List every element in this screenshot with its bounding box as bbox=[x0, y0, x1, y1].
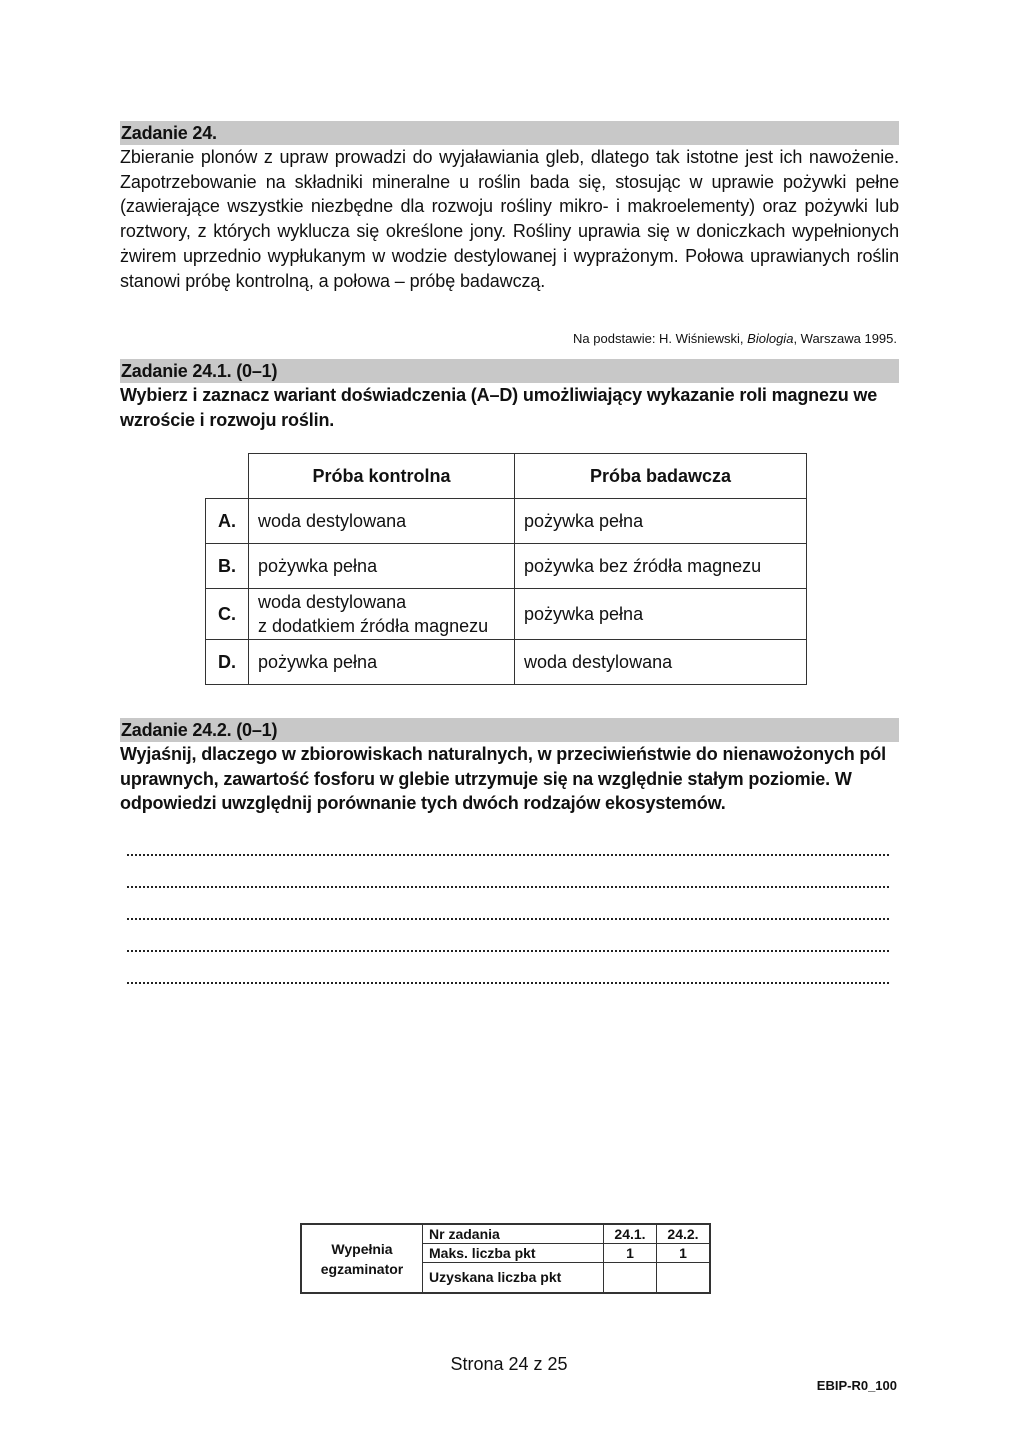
examiner-scoring-table bbox=[301, 1224, 710, 1293]
task-number-24-2: 24.2. bbox=[657, 1225, 710, 1244]
examiner-label-line2: egzaminator bbox=[320, 1260, 404, 1277]
source-suffix: , Warszawa 1995. bbox=[793, 331, 897, 346]
max-points-label: Maks. liczba pkt bbox=[423, 1244, 604, 1263]
document-code: EBIP-R0_100 bbox=[816, 1378, 897, 1393]
examiner-label-line1: Wypełnia bbox=[331, 1240, 393, 1257]
max-points-24-2: 1 bbox=[657, 1244, 710, 1263]
task-24-intro-text: Zbieranie plonów z upraw prowadzi do wyjaławiania gleb, dlatego tak istotne jest ich nawożenie. Zapotrzebowanie na składniki mineralne u roślin bada się, stosując w uprawie pożywki pełne (zawierające wszystkie niezbędne dla rozwoju rośliny mikro- i makroelementy) oraz pożywki lub roztwory, z których wyklucza się określone jony. Rośliny uprawia się w doniczkach wypełnionych żwirem uprzednio wypłukanym w wodzie destylowanej i wyprażonym. Połowa uprawianych roślin stanowi próbę kontrolną, a połowa – próbę badawczą. bbox=[120, 147, 899, 291]
task-24-2-instruction: Wyjaśnij, dlaczego w zbiorowiskach naturalnych, w przeciwieństwie do nienawożonych pól uprawnych, zawartość fosforu w glebie utrzymuje się na względnie stałym poziomie. W odpowiedzi uwzględnij porównanie tych dwóch rodzajów ekosystemów. bbox=[120, 744, 886, 813]
task-number-label: Nr zadania bbox=[423, 1225, 604, 1244]
variant-c-test: pożywka pełna bbox=[515, 589, 807, 640]
page-number-text: Strona 24 z 25 bbox=[450, 1354, 568, 1374]
answer-line-2[interactable] bbox=[127, 886, 889, 888]
variant-c-control-line2: z dodatkiem źródła magnezu bbox=[258, 616, 489, 636]
obtained-points-label: Uzyskana liczba pkt bbox=[423, 1263, 604, 1293]
variant-a-control: woda destylowana bbox=[249, 499, 515, 544]
scoring-row-task-number bbox=[302, 1225, 710, 1244]
task-24-1-instruction: Wybierz i zaznacz wariant doświadczenia (A–D) umożliwiający wykazanie roli magnezu we wzroście i rozwoju roślin. bbox=[120, 385, 878, 430]
task-24-1-header: Zadanie 24.1. (0–1) bbox=[120, 359, 899, 383]
source-citation bbox=[573, 331, 897, 347]
source-prefix: Na podstawie: H. Wiśniewski, bbox=[573, 331, 748, 346]
header-test: Próba badawcza bbox=[515, 454, 807, 499]
obtained-points-24-2[interactable] bbox=[657, 1263, 710, 1293]
variants-table-header-row bbox=[206, 454, 807, 499]
variant-c-control bbox=[249, 589, 515, 640]
page-number bbox=[0, 1354, 1018, 1375]
variant-b-control: pożywka pełna bbox=[249, 544, 515, 589]
variant-d-test: woda destylowana bbox=[515, 640, 807, 685]
variant-letter-a[interactable]: A. bbox=[206, 499, 249, 544]
examiner-label bbox=[302, 1225, 423, 1293]
answer-line-5[interactable] bbox=[127, 982, 889, 984]
variant-b-test: pożywka bez źródła magnezu bbox=[515, 544, 807, 589]
task-number-24-1: 24.1. bbox=[604, 1225, 657, 1244]
task-24-2-header: Zadanie 24.2. (0–1) bbox=[120, 718, 899, 742]
source-title: Biologia bbox=[747, 331, 794, 346]
obtained-points-24-1[interactable] bbox=[604, 1263, 657, 1293]
variant-row-a[interactable] bbox=[206, 499, 807, 544]
answer-line-1[interactable] bbox=[127, 854, 889, 856]
answer-line-4[interactable] bbox=[127, 950, 889, 952]
header-empty-cell bbox=[206, 454, 249, 499]
variant-row-d[interactable] bbox=[206, 640, 807, 685]
variant-letter-d[interactable]: D. bbox=[206, 640, 249, 685]
answer-line-3[interactable] bbox=[127, 918, 889, 920]
variant-letter-b[interactable]: B. bbox=[206, 544, 249, 589]
variant-row-b[interactable] bbox=[206, 544, 807, 589]
variant-a-test: pożywka pełna bbox=[515, 499, 807, 544]
variant-c-control-line1: woda destylowana bbox=[258, 592, 407, 612]
variant-row-c[interactable] bbox=[206, 589, 807, 640]
variant-d-control: pożywka pełna bbox=[249, 640, 515, 685]
header-control: Próba kontrolna bbox=[249, 454, 515, 499]
max-points-24-1: 1 bbox=[604, 1244, 657, 1263]
variant-letter-c[interactable]: C. bbox=[206, 589, 249, 640]
task-24-header: Zadanie 24. bbox=[120, 121, 899, 145]
variants-table bbox=[205, 453, 807, 685]
